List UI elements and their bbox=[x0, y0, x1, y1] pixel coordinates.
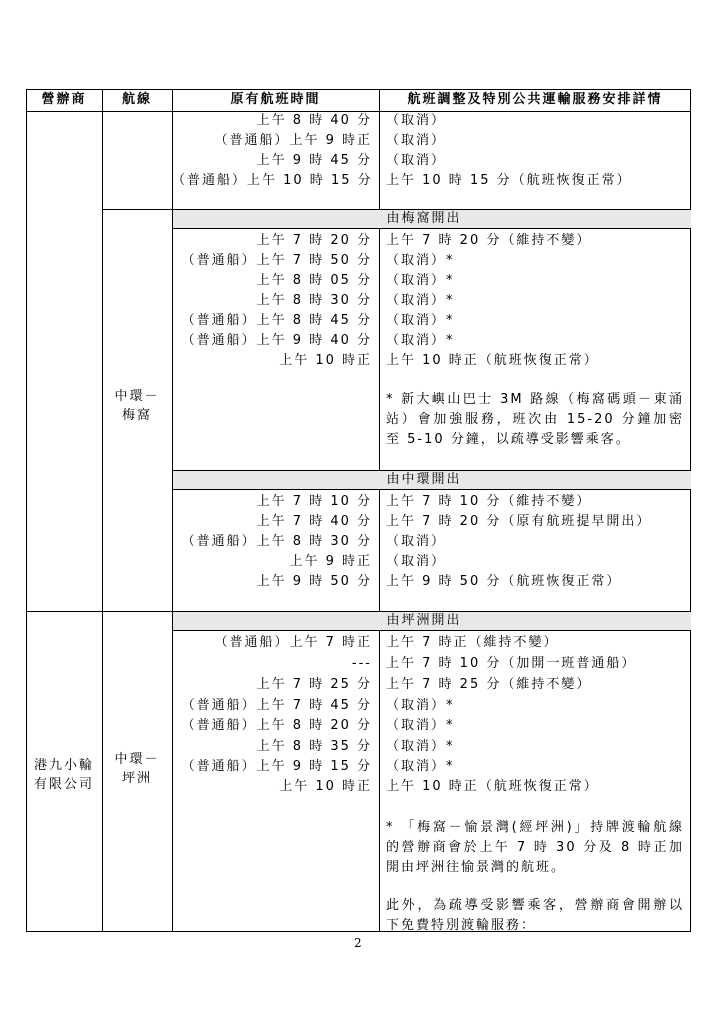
adjusted-time: 上午 7 時 20 分（維持不變） bbox=[386, 233, 592, 248]
adjusted-time: 上午 7 時 10 分（維持不變） bbox=[386, 494, 592, 509]
original-time: 上午 10 時正 bbox=[279, 353, 372, 368]
route-name-line1: 中環－ bbox=[114, 389, 160, 404]
adjusted-time: （取消） bbox=[386, 534, 447, 549]
original-time: 上午 7 時 20 分 bbox=[256, 233, 372, 248]
adjusted-time: （取消） bbox=[386, 133, 447, 148]
header-operator: 營辦商 bbox=[41, 92, 87, 107]
original-time: 上午 7 時 10 分 bbox=[256, 494, 372, 509]
original-time: （普通船）上午 8 時 30 分 bbox=[181, 534, 372, 549]
original-time: （普通船）上午 8 時 45 分 bbox=[181, 313, 372, 328]
original-time: （普通船）上午 7 時 50 分 bbox=[181, 253, 372, 268]
adjusted-time: 上午 9 時 50 分（航班恢復正常） bbox=[386, 574, 622, 589]
adjusted-time: 上午 7 時正（維持不變） bbox=[386, 635, 559, 650]
bus-service-note: * 新大嶼山巴士 3M 路線（梅窩碼頭－東涌站）會加強服務，班次由 15-20 分鐘加密至 5-10 分鐘，以疏導受影響乘客。 bbox=[386, 392, 684, 447]
adjusted-time: （取消）* bbox=[386, 739, 455, 754]
original-time: 上午 9 時 50 分 bbox=[256, 574, 372, 589]
header-original-time: 原有航班時間 bbox=[230, 92, 321, 107]
col-divider-1 bbox=[102, 89, 103, 932]
original-time: （普通船）上午 7 時 45 分 bbox=[181, 698, 372, 713]
adjusted-time: （取消）* bbox=[386, 759, 455, 774]
adjusted-time: （取消）* bbox=[386, 273, 455, 288]
adjusted-time: （取消）* bbox=[386, 253, 455, 268]
special-ferry-note: 此外，為疏導受影響乘客，營辦商會開辦以下免費特別渡輪服務： bbox=[386, 898, 684, 933]
original-time: （普通船）上午 9 時正 bbox=[214, 133, 372, 148]
header-route: 航線 bbox=[121, 92, 152, 107]
adjusted-time: （取消）* bbox=[386, 333, 455, 348]
original-time: --- bbox=[351, 656, 372, 671]
adjusted-time: 上午 7 時 25 分（維持不變） bbox=[386, 677, 592, 692]
direction-label: 由梅窩開出 bbox=[386, 211, 462, 226]
adjusted-time: （取消）* bbox=[386, 718, 455, 733]
original-time: （普通船）上午 8 時 20 分 bbox=[181, 718, 372, 733]
original-time: 上午 9 時正 bbox=[289, 554, 372, 569]
adjusted-time: 上午 7 時 10 分（加開一班普通船） bbox=[386, 656, 637, 671]
original-time: 上午 7 時 40 分 bbox=[256, 514, 372, 529]
adjusted-time: 上午 7 時 20 分（原有航班提早開出） bbox=[386, 514, 652, 529]
route-name-line1: 中環－ bbox=[114, 752, 160, 767]
adjusted-time: （取消） bbox=[386, 113, 447, 128]
operator-name-line2: 有限公司 bbox=[33, 777, 94, 792]
adjusted-time: （取消） bbox=[386, 153, 447, 168]
original-time: 上午 8 時 05 分 bbox=[256, 273, 372, 288]
route-name-line2: 梅窩 bbox=[121, 408, 152, 423]
adjusted-time: 上午 10 時 15 分（航班恢復正常） bbox=[386, 173, 632, 188]
original-time: 上午 7 時 25 分 bbox=[256, 677, 372, 692]
original-time: （普通船）上午 9 時 15 分 bbox=[181, 759, 372, 774]
adjusted-time: 上午 10 時正（航班恢復正常） bbox=[386, 353, 599, 368]
dir3-divider bbox=[172, 630, 691, 631]
original-time: 上午 8 時 40 分 bbox=[256, 113, 372, 128]
adjusted-time: 上午 10 時正（航班恢復正常） bbox=[386, 779, 599, 794]
adjusted-time: （取消）* bbox=[386, 293, 455, 308]
original-time: 上午 8 時 30 分 bbox=[256, 293, 372, 308]
direction-label: 由坪洲開出 bbox=[386, 613, 462, 628]
direction-label: 由中環開出 bbox=[386, 472, 462, 487]
adjusted-time: （取消）* bbox=[386, 698, 455, 713]
ferry-route-note: * 「梅窩－愉景灣(經坪洲)」持牌渡輪航線的營辦商會於上午 7 時 30 分及 8 時正加開由坪洲往愉景灣的航班。 bbox=[386, 820, 684, 875]
route-name-line2: 坪洲 bbox=[121, 771, 152, 786]
original-time: （普通船）上午 7 時正 bbox=[214, 635, 372, 650]
adjusted-time: （取消） bbox=[386, 554, 447, 569]
header-adjustment: 航班調整及特別公共運輸服務安排詳情 bbox=[407, 92, 663, 107]
page-number: 2 bbox=[354, 936, 362, 950]
dir1-divider bbox=[172, 228, 691, 229]
original-time: 上午 9 時 45 分 bbox=[256, 153, 372, 168]
original-time: 上午 10 時正 bbox=[279, 779, 372, 794]
dir2-divider bbox=[172, 489, 691, 490]
original-time: （普通船）上午 9 時 40 分 bbox=[181, 333, 372, 348]
adjusted-time: （取消）* bbox=[386, 313, 455, 328]
operator-name-line1: 港九小輪 bbox=[33, 758, 94, 773]
original-time: 上午 8 時 35 分 bbox=[256, 739, 372, 754]
original-time: （普通船）上午 10 時 15 分 bbox=[172, 173, 373, 188]
